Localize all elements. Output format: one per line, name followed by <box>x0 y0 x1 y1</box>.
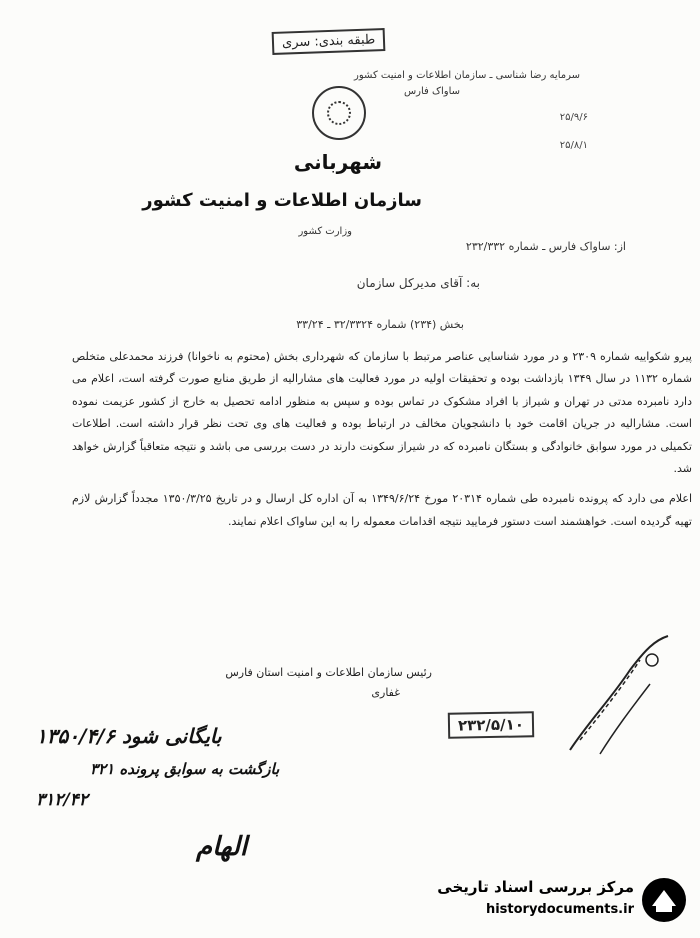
received-date-stamp: ۲۳۲/۵/۱۰ <box>448 711 534 738</box>
lion-and-sun-emblem-icon <box>312 86 366 140</box>
handwritten-note-3: ۳۱۲/۴۲ <box>36 790 88 810</box>
bottom-signature: الهام <box>196 832 248 862</box>
date-field: ۲۵/۸/۱ <box>559 140 588 151</box>
org-title-1: شهربانی <box>293 150 382 174</box>
to-line: به: آقای مدیرکل سازمان <box>356 276 480 290</box>
book-scroll-logo-icon <box>640 876 688 924</box>
from-line: از: ساواک فارس ـ شماره ۲۳۲/۳۳۲ <box>465 240 626 253</box>
handwritten-note-1: بایگانی شود ۱۳۵۰/۴/۶ <box>36 724 222 748</box>
org-title-2: سازمان اطلاعات و امنیت کشور <box>142 190 422 211</box>
body-paragraph-1: پیرو شکواییه شماره ۲۳۰۹ و در مورد شناسایی عناصر مرتبط با سازمان که شهرداری بخش (محتوم به ناخوانا) فرزند محمدعلی متخلص شماره ۱۱۳۲ در سال ۱۳۴۹ بازداشت بوده و تحقیقات اولیه در مورد فعالیت های مشارالیه از طریق منابع صورت گرفته است، اعلام می دارد نامبرده مدتی در تهران و شیراز با افراد مشکوک در تماس بوده و سپس به منظور ادامه تحصیل به خارج از کشور عزیمت نموده است. مشارالیه در جریان اقامت خود با دانشجویان مخالف در ارتباط بوده و فعالیت های وی تحت نظر قرار داشته است. اطلاعات تکمیلی در مورد سوابق خانوادگی و بستگان نامبرده که در شیراز سکونت دارند در دست بررسی می باشد و نتیجه متعاقباً گزارش خواهد شد. <box>72 350 693 476</box>
header-line-1: سرمایه رضا شناسی ـ سازمان اطلاعات و امنیت کشور <box>354 70 580 81</box>
subject-line: بخش (۲۳۴) شماره ۳۲/۳۳۲۴ ـ ۳۳/۲۴ <box>296 318 464 331</box>
closing-name: غفاری <box>371 686 400 699</box>
classification-stamp: طبقه بندی: سری <box>272 28 386 55</box>
signature-scribble-icon <box>560 630 680 760</box>
letter-body <box>72 346 692 533</box>
watermark-title: مرکز بررسی اسناد تاریخی <box>437 878 634 896</box>
closing-title: رئیس سازمان اطلاعات و امنیت استان فارس <box>225 666 432 679</box>
handwritten-note-2: بازگشت به سوابق پرونده ۳۲۱ <box>90 760 280 778</box>
header-line-2: ساواک فارس <box>403 86 460 97</box>
watermark <box>410 872 692 932</box>
ref-number-field: ۲۵/۹/۶ <box>559 112 588 123</box>
watermark-url: historydocuments.ir <box>485 902 634 917</box>
org-subtitle: وزارت کشور <box>298 226 352 237</box>
body-paragraph-2: اعلام می دارد که پرونده نامبرده طی شماره ۲۰۳۱۴ مورخ ۱۳۴۹/۶/۲۴ به آن اداره کل ارسال و در تاریخ ۱۳۵۰/۳/۲۵ مجدداً گزارش لازم تهیه گردیده است. خواهشمند است دستور فرمایید نتیجه اقدامات معموله را به این ساواک اعلام نمایند. <box>72 492 692 528</box>
